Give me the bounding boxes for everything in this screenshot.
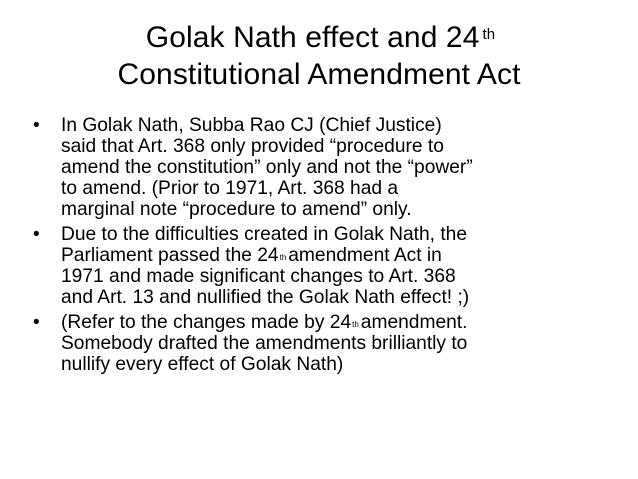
title-superscript: th	[482, 26, 496, 43]
title-line-2: Constitutional Amendment Act	[117, 58, 521, 91]
bullet-2-line-4: and Art. 13 and nullified the Golak Nath effect! ;)	[61, 287, 470, 308]
bullet-1-line-4: to amend. (Prior to 1971, Art. 368 had a	[61, 178, 399, 199]
bullet-list	[33, 115, 623, 379]
bullet-2-line-3: 1971 and made significant changes to Art. 368	[61, 266, 456, 287]
bullet-marker-icon: •	[33, 312, 40, 333]
bullet-item-2	[33, 224, 623, 308]
bullet-1-line-3: amend the constitution” only and not the “power”	[61, 157, 473, 178]
bullet-marker-icon: •	[33, 224, 40, 245]
bullet-3-line-3: nullify every effect of Golak Nath)	[61, 354, 344, 375]
bullet-marker-icon: •	[33, 115, 40, 136]
bullet-3-superscript: th	[352, 320, 359, 329]
bullet-2-line-1: Due to the difficulties created in Golak Nath, the	[61, 224, 468, 245]
bullet-item-3	[33, 312, 623, 375]
bullet-2-line-2	[61, 245, 623, 266]
bullet-1-line-1: In Golak Nath, Subba Rao CJ (Chief Justice)	[61, 115, 442, 136]
bullet-3-line-2: Somebody drafted the amendments brilliantly to	[61, 333, 468, 354]
slide-title	[40, 19, 598, 93]
bullet-3-line-1-after: amendment.	[360, 312, 468, 333]
bullet-2-line-2-before: Parliament passed the 24	[61, 245, 279, 266]
title-line-1	[40, 19, 598, 56]
bullet-2-line-2-after: amendment Act in	[288, 245, 442, 266]
bullet-3-line-1	[61, 312, 623, 333]
bullet-1-line-5: marginal note “procedure to amend” only.	[61, 199, 412, 220]
bullet-1-line-2: said that Art. 368 only provided “procedure to	[61, 136, 444, 157]
bullet-item-1	[33, 115, 623, 220]
bullet-2-superscript: th	[279, 253, 287, 262]
title-line-1-text: Golak Nath effect and 24	[145, 21, 480, 54]
bullet-3-line-1-before: (Refer to the changes made by 24	[61, 312, 352, 333]
